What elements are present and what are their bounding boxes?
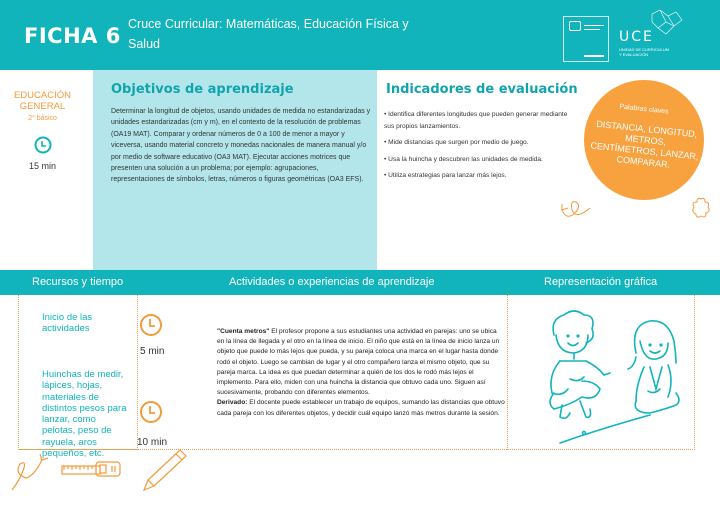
- objectives-text: Determinar la longitud de objetos, usando unidades de medida no estandarizadas y unidades estandarizadas (cm y m), en el contexto de la resolución de problemas (OA19 MAT). Comparar y ordenar números de 0 a 100 de menor a mayor y viceversa, usando material concreto y monedas nacionales de manera manual y/o por medio de software educativo (OA3 MAT). Ejecutar acciones motrices que presenten una solución a un problema; por ejemplo: agrupaciones, representaciones de símbolos, letras, números o figuras geométricas (OA3 EFS).: [111, 108, 371, 184]
- activities-header: Actividades o experiencias de aprendizaje: [229, 276, 435, 288]
- activity-text: El profesor propone a sus estudiantes una actividad en parejas: uno se ubica en la línea de llegada y el otro en la línea de inicio. El niño que está en la línea de inicio lanza un objeto que puede lo más lejos que pueda, y su pareja coloca una marca en el lugar hasta donde rodó el objeto. Luego se cambian de lugar y el otro compañero lanza el mismo objeto, que su pareja marca. La idea es que puedan determinar a quién de los dos le rodó más lejos el implemento. Para ello, miden con una huincha la distancia que obtuvo cada uno. Siguen así sucesivamente, probando con diferentes elementos.: [217, 328, 500, 397]
- indicator-item: • Mide distancias que surgen por medio de juego.: [384, 139, 529, 146]
- graphic-border-right: [694, 295, 695, 450]
- level-panel: [0, 70, 93, 270]
- objectives-panel: [93, 70, 377, 270]
- materials-time: 10 min: [137, 437, 168, 448]
- graphic-border-left: [507, 295, 508, 450]
- resources-header: Recursos y tiempo: [32, 276, 124, 288]
- keywords-circle: [584, 80, 704, 200]
- cruce-curricular: Cruce Curricular: Matemáticas, Educación Física y Salud: [128, 17, 409, 51]
- activity-description: [217, 327, 505, 419]
- duration-label: 15 min: [28, 161, 56, 171]
- indicator-item: • Utiliza estrategias para lanzar más lejos.: [384, 172, 507, 179]
- materials-list: Huinchas de medir, lápices, hojas, materiales de distintos pesos para lanzar, como pelotas, peso de rayuela, aros pequeños, etc.: [42, 369, 127, 460]
- header-bar: [0, 0, 720, 70]
- constellation-icon: [648, 8, 684, 36]
- uce-logo: UCE: [619, 29, 654, 45]
- keywords-text: DISTANCIA, LONGITUD, METROS, CENTÍMETROS, LANZAR, COMPARAR.: [589, 118, 699, 170]
- indicators-title: Indicadores de evaluación: [386, 82, 578, 97]
- objectives-title: Objetivos de aprendizaje: [111, 82, 294, 97]
- flower-icon: [690, 196, 712, 222]
- start-time: 5 min: [140, 346, 165, 357]
- ministry-logo: [563, 16, 609, 62]
- section-bar: [0, 270, 720, 295]
- swirl-icon: [560, 196, 600, 224]
- grade-label: 2° básico: [28, 115, 57, 122]
- education-level: EDUCACIÓN GENERAL: [13, 90, 71, 112]
- measuring-tape-pencil-icon: [10, 440, 190, 500]
- indicator-item: • Identifica diferentes longitudes que pueden generar mediante sus propios lanzamientos.: [384, 111, 568, 130]
- uce-subtitle: UNIDAD DE CURRICULUM Y EVALUACIÓN: [619, 47, 670, 57]
- start-activities-label: Inicio de las actividades: [42, 312, 93, 334]
- graphic-header: Representación gráfica: [544, 276, 658, 288]
- clock-icon: [139, 400, 163, 424]
- clock-icon: [139, 313, 163, 337]
- derived-label: Derivado:: [217, 399, 248, 407]
- children-illustration: [540, 305, 690, 445]
- chile-shield-icon: [569, 21, 581, 31]
- keywords-label: Palabras claves: [619, 103, 669, 116]
- ficha-title: FICHA 6: [24, 24, 121, 48]
- indicator-item: • Usa la huincha y descubren las unidades de medida.: [384, 155, 543, 163]
- indicators-list: [384, 109, 574, 187]
- clock-icon: [34, 136, 52, 154]
- activity-name: "Cuenta metros": [217, 328, 270, 335]
- derived-text: El docente puede establecer un trabajo de equipos, sumando las distancias que obtuvo cada pareja con los diferentes objetos, y decidir cuál equipo lanzó más metros durante la sesión.: [217, 399, 505, 417]
